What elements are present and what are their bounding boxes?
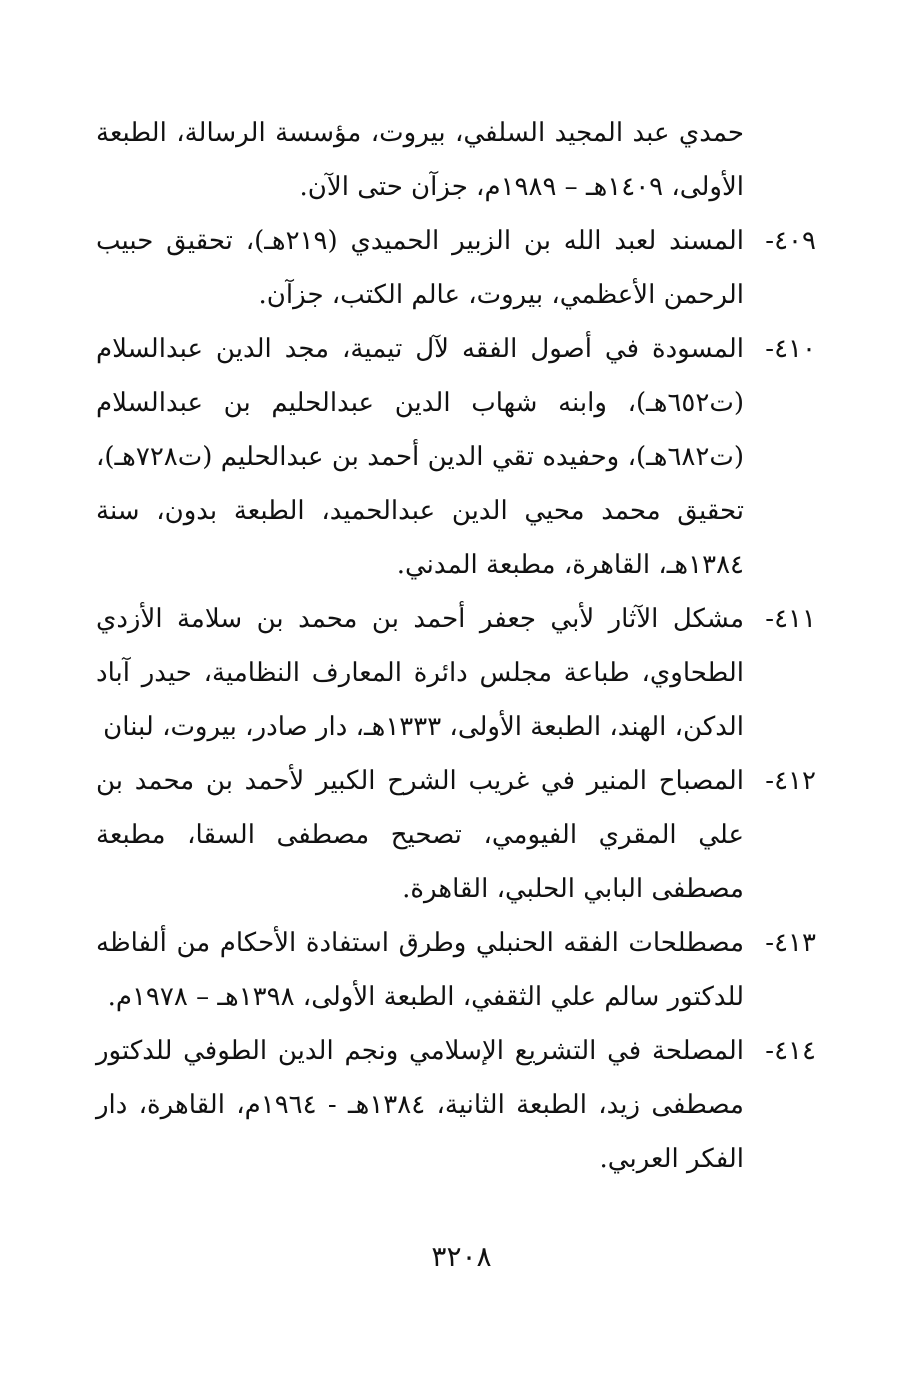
entry-number: ٤١٣- <box>765 928 816 958</box>
entry-number: ٤١٠- <box>765 334 816 364</box>
entry-text: المسند لعبد الله بن الزبير الحميدي (٢١٩هـ)، تحقيق حبيب الرحمن الأعظمي، بيروت، عالم الكتب، جزآن. <box>96 226 745 310</box>
entry-number: ٤١٤- <box>765 1036 816 1066</box>
entry-text: المسودة في أصول الفقه لآل تيمية، مجد الدين عبدالسلام (ت٦٥٢هـ)، وابنه شهاب الدين عبدالحليم بن عبدالسلام (ت٦٨٢هـ)، وحفيده تقي الدين أحمد بن عبدالحليم (ت٧٢٨هـ)، تحقيق محمد محيي الدين عبدالحميد، الطبعة بدون، سنة ١٣٨٤هـ، القاهرة، مطبعة المدني. <box>96 334 744 580</box>
entry-text: المصلحة في التشريع الإسلامي ونجم الدين الطوفي للدكتور مصطفى زيد، الطبعة الثانية، ١٣٨٤هـ - ١٩٦٤م، القاهرة، دار الفكر العربي. <box>96 1036 744 1174</box>
entry-number: ٤١٢- <box>765 766 816 796</box>
bibliography-entry-412 <box>96 754 816 916</box>
entry-text: مشكل الآثار لأبي جعفر أحمد بن محمد بن سلامة الأزدي الطحاوي، طباعة مجلس دائرة المعارف النظامية، حيدر آباد الدكن، الهند، الطبعة الأولى، ١٣٣٣هـ، دار صادر، بيروت، لبنان <box>96 604 744 742</box>
bibliography-entry-410 <box>96 322 816 592</box>
bibliography-entry-414 <box>96 1024 816 1186</box>
bibliography-entry-411 <box>96 592 816 754</box>
bibliography-entry-413 <box>96 916 816 1024</box>
entry-text: مصطلحات الفقه الحنبلي وطرق استفادة الأحكام من ألفاظه للدكتور سالم علي الثقفي، الطبعة الأولى، ١٣٩٨هـ – ١٩٧٨م. <box>96 928 744 1012</box>
continued-entry-text: حمدي عبد المجيد السلفي، بيروت، مؤسسة الرسالة، الطبعة الأولى، ١٤٠٩هـ – ١٩٨٩م، جزآن حتى الآن. <box>96 118 744 202</box>
entry-text: المصباح المنير في غريب الشرح الكبير لأحمد بن محمد بن علي المقري الفيومي، تصحيح مصطفى السقا، مطبعة مصطفى البابي الحلبي، القاهرة. <box>96 766 744 904</box>
bibliography-page <box>96 106 816 1186</box>
bibliography-entry-409 <box>96 214 816 322</box>
entry-number: ٤١١- <box>765 604 816 634</box>
entry-number: ٤٠٩- <box>765 226 816 256</box>
page-number: ٣٢٠٨ <box>431 1240 492 1273</box>
